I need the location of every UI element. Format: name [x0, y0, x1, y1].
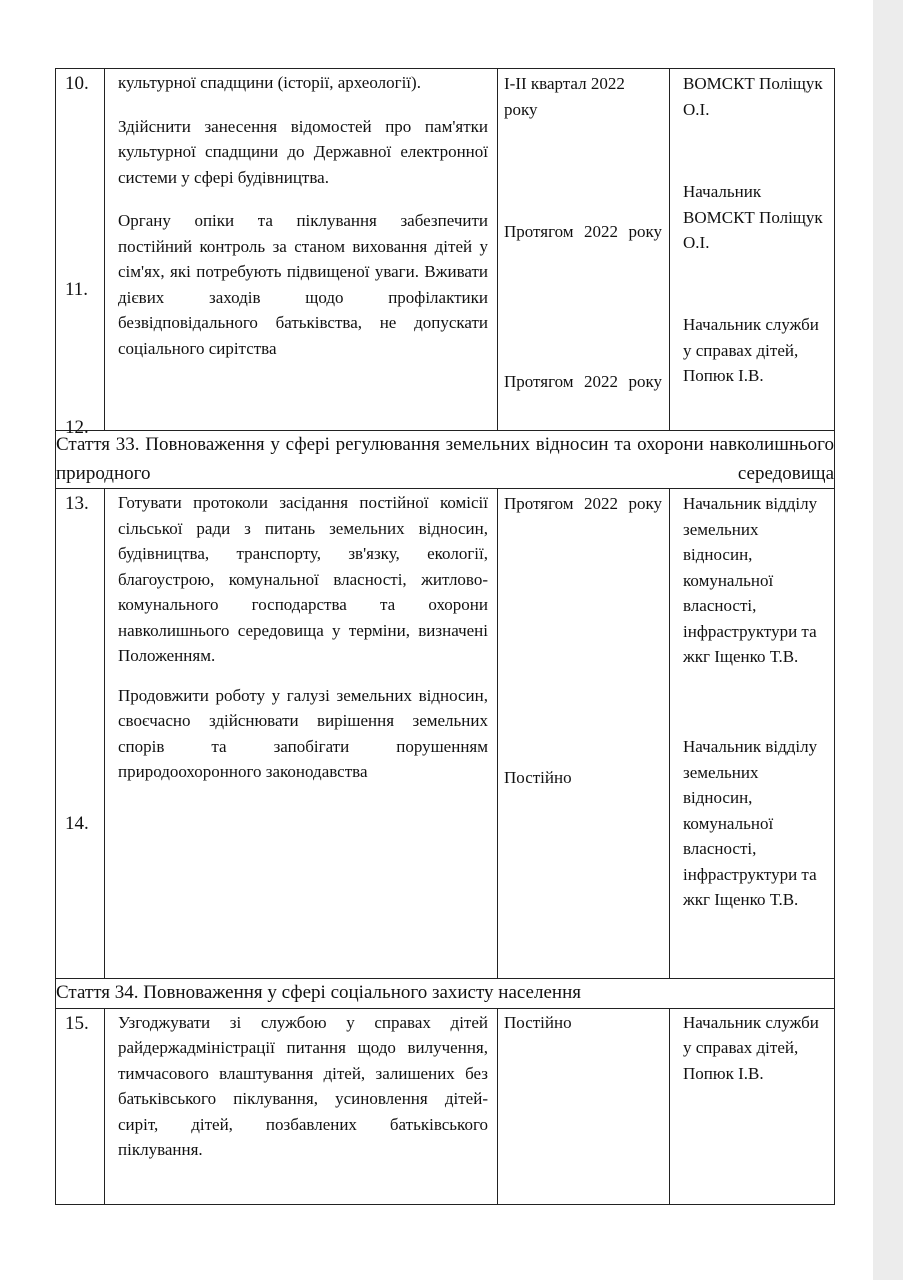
task-text: культурної спадщини (історії, археології). — [118, 73, 421, 92]
number-cell — [56, 69, 105, 438]
responsible-text: Начальник ВОМСКТ Поліщук О.І. — [683, 182, 823, 252]
responsible-text: Начальник служби у справах дітей, Попюк І.В. — [683, 1012, 819, 1083]
task-cell — [105, 489, 498, 979]
table-row — [56, 69, 835, 431]
section-row — [56, 979, 835, 1009]
term-cell — [498, 1008, 670, 1204]
plan-table — [55, 68, 835, 1205]
task-text: Продовжити роботу у галузі земельних відносин, своєчасно здійснювати вирішення земельних спорів та запобігати порушенням природоохоронного законодавства — [118, 685, 488, 781]
responsible-text: Начальник відділу земельних відносин, комунальної власності, інфраструктури та жкг Іщенко Т.В. — [683, 737, 818, 909]
task-text: Готувати протоколи засідання постійної комісії сільської ради з питань земельних відносин, будівництва, транспорту, зв'язку, екології, благоустрою, комунальної власності, житлово-комунального господарства та охорони навколишнього середовища у терміни, визначені Положенням. — [118, 493, 488, 665]
term-cell — [498, 69, 670, 431]
row-number: 12. — [65, 417, 89, 438]
term-text: Постійно — [504, 768, 572, 787]
responsible-cell — [670, 1008, 835, 1204]
table-row — [56, 489, 835, 979]
task-text: Узгоджувати зі службою у справах дітей райдержадміністрації питання щодо вилучення, тимчасового влаштування дітей, залишених без батьківського піклування, усиновлення дітей-сиріт, дітей, позбавлених батьківського піклування. — [118, 1012, 488, 1159]
row-number: 15. — [65, 1012, 89, 1034]
responsible-cell — [670, 69, 835, 431]
term-text: Протягом 2022 року — [504, 222, 662, 241]
task-text: Органу опіки та піклування забезпечити постійний контроль за станом виховання дітей у сім'ях, які потребують підвищеної уваги. Вживати дієвих заходів щодо профілактики безвідповідального батьківства, не допускати соціального сирітства — [118, 211, 488, 358]
number-cell — [56, 489, 105, 979]
task-text: Здійснити занесення відомостей про пам'ятки культурної спадщини до Державної електронної системи у сфері будівництва. — [118, 116, 488, 187]
term-text: Протягом 2022 року — [504, 372, 662, 391]
row-number: 14. — [65, 813, 89, 834]
responsible-text: Начальник відділу земельних відносин, комунальної власності, інфраструктури та жкг Іщенко Т.В. — [683, 494, 818, 666]
term-text: І-ІІ квартал 2022 року — [504, 74, 625, 119]
responsible-text: ВОМСКТ Поліщук О.І. — [683, 74, 823, 119]
responsible-text: Начальник служби у справах дітей, Попюк І.В. — [683, 315, 819, 385]
section-heading: Стаття 33. Повноваження у сфері регулювання земельних відносин та охорони навколишнього природного середовища — [56, 431, 835, 489]
table-row — [56, 1008, 835, 1204]
term-text: Протягом 2022 року — [504, 494, 662, 513]
term-text: Постійно — [504, 1012, 572, 1032]
task-cell — [105, 69, 498, 431]
row-number: 10. — [65, 73, 89, 94]
section-heading: Стаття 34. Повноваження у сфері соціального захисту населення — [56, 979, 835, 1009]
number-cell — [56, 1008, 105, 1204]
task-cell — [105, 1008, 498, 1204]
responsible-cell — [670, 489, 835, 979]
section-row — [56, 431, 835, 489]
page-edge — [873, 0, 903, 1280]
term-cell — [498, 489, 670, 979]
row-number: 13. — [65, 493, 89, 514]
row-number: 11. — [65, 279, 89, 300]
